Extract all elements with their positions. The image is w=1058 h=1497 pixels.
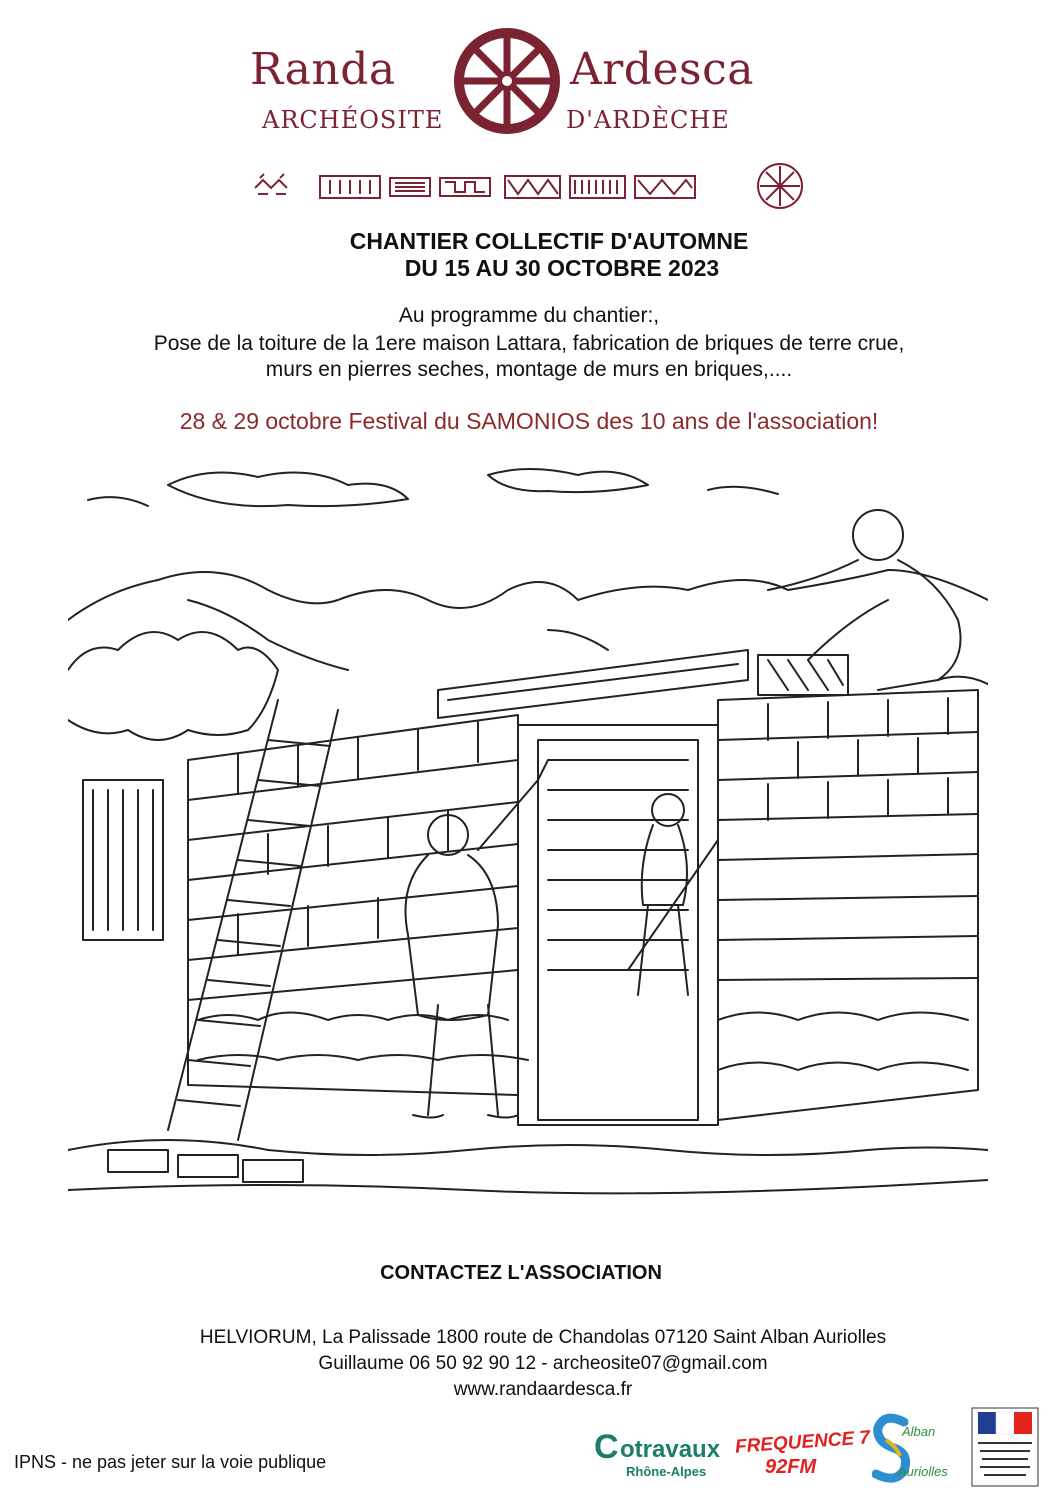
mountains (68, 570, 988, 620)
person-inside (628, 794, 718, 995)
doorway (518, 725, 718, 1125)
festival-announcement: 28 & 29 octobre Festival du SAMONIOS des 10 ans de l'association! (179, 408, 879, 434)
title-line-2: DU 15 AU 30 OCTOBRE 2023 (404, 255, 720, 281)
cotravaux-region: Rhône-Alpes (626, 1464, 707, 1479)
title-line-1: CHANTIER COLLECTIF D'AUTOMNE (349, 228, 749, 254)
ground-bricks (108, 1150, 303, 1182)
program-line-2: Pose de la toiture de la 1ere maison Lattara, fabrication de briques de terre crue, (153, 332, 905, 355)
alban-label: Alban (902, 1424, 936, 1439)
frequence-fm: 92FM (765, 1456, 817, 1478)
ornament-frieze (250, 158, 810, 216)
subtitle-left: ARCHÉOSITE (262, 106, 444, 134)
ministry-logo (970, 1406, 1040, 1488)
contact-heading: CONTACTEZ L'ASSOCIATION (380, 1262, 662, 1284)
person-pointing (406, 760, 549, 1118)
auriolles-label: Auriolles (898, 1464, 948, 1479)
subtitle-right: D'ARDÈCHE (566, 106, 730, 134)
sponsor-cotravaux (594, 1428, 724, 1482)
frequence-wordmark: FREQUENCE 7 (734, 1427, 871, 1458)
roof-beam (438, 650, 748, 718)
cotravaux-c: C (594, 1428, 619, 1466)
program-line-1: Au programme du chantier:, (398, 304, 660, 327)
program-line-3: murs en pierres seches, montage de murs en briques,.... (265, 358, 793, 381)
brick-wall-right (718, 690, 978, 1120)
wheel-icon (452, 26, 562, 136)
construction-illustration (68, 460, 988, 1222)
sponsor-frequence7 (734, 1427, 871, 1484)
ipns-notice: IPNS - ne pas jeter sur la voie publique (14, 1452, 327, 1472)
contact-phone-email: Guillaume 06 50 92 90 12 - archeosite07@gmail.com (318, 1353, 768, 1374)
brand-right: Ardesca (570, 44, 754, 95)
ground (68, 1140, 988, 1155)
cotravaux-wordmark: otravaux (620, 1436, 721, 1463)
person-on-roof (768, 510, 988, 690)
roof-bricks (758, 655, 848, 695)
contact-website: www.randaardesca.fr (453, 1379, 633, 1400)
cloud-1 (168, 473, 408, 507)
cloud-3 (88, 487, 778, 506)
cloud-2 (488, 469, 648, 492)
brand-left: Randa (250, 44, 396, 95)
stone-base-right (718, 1013, 968, 1071)
contact-address: HELVIORUM, La Palissade 1800 route de Chandolas 07120 Saint Alban Auriolles (199, 1327, 887, 1348)
trees (68, 632, 278, 740)
stone-base-left (198, 1013, 528, 1061)
sponsor-alban-auriolles (870, 1408, 960, 1488)
